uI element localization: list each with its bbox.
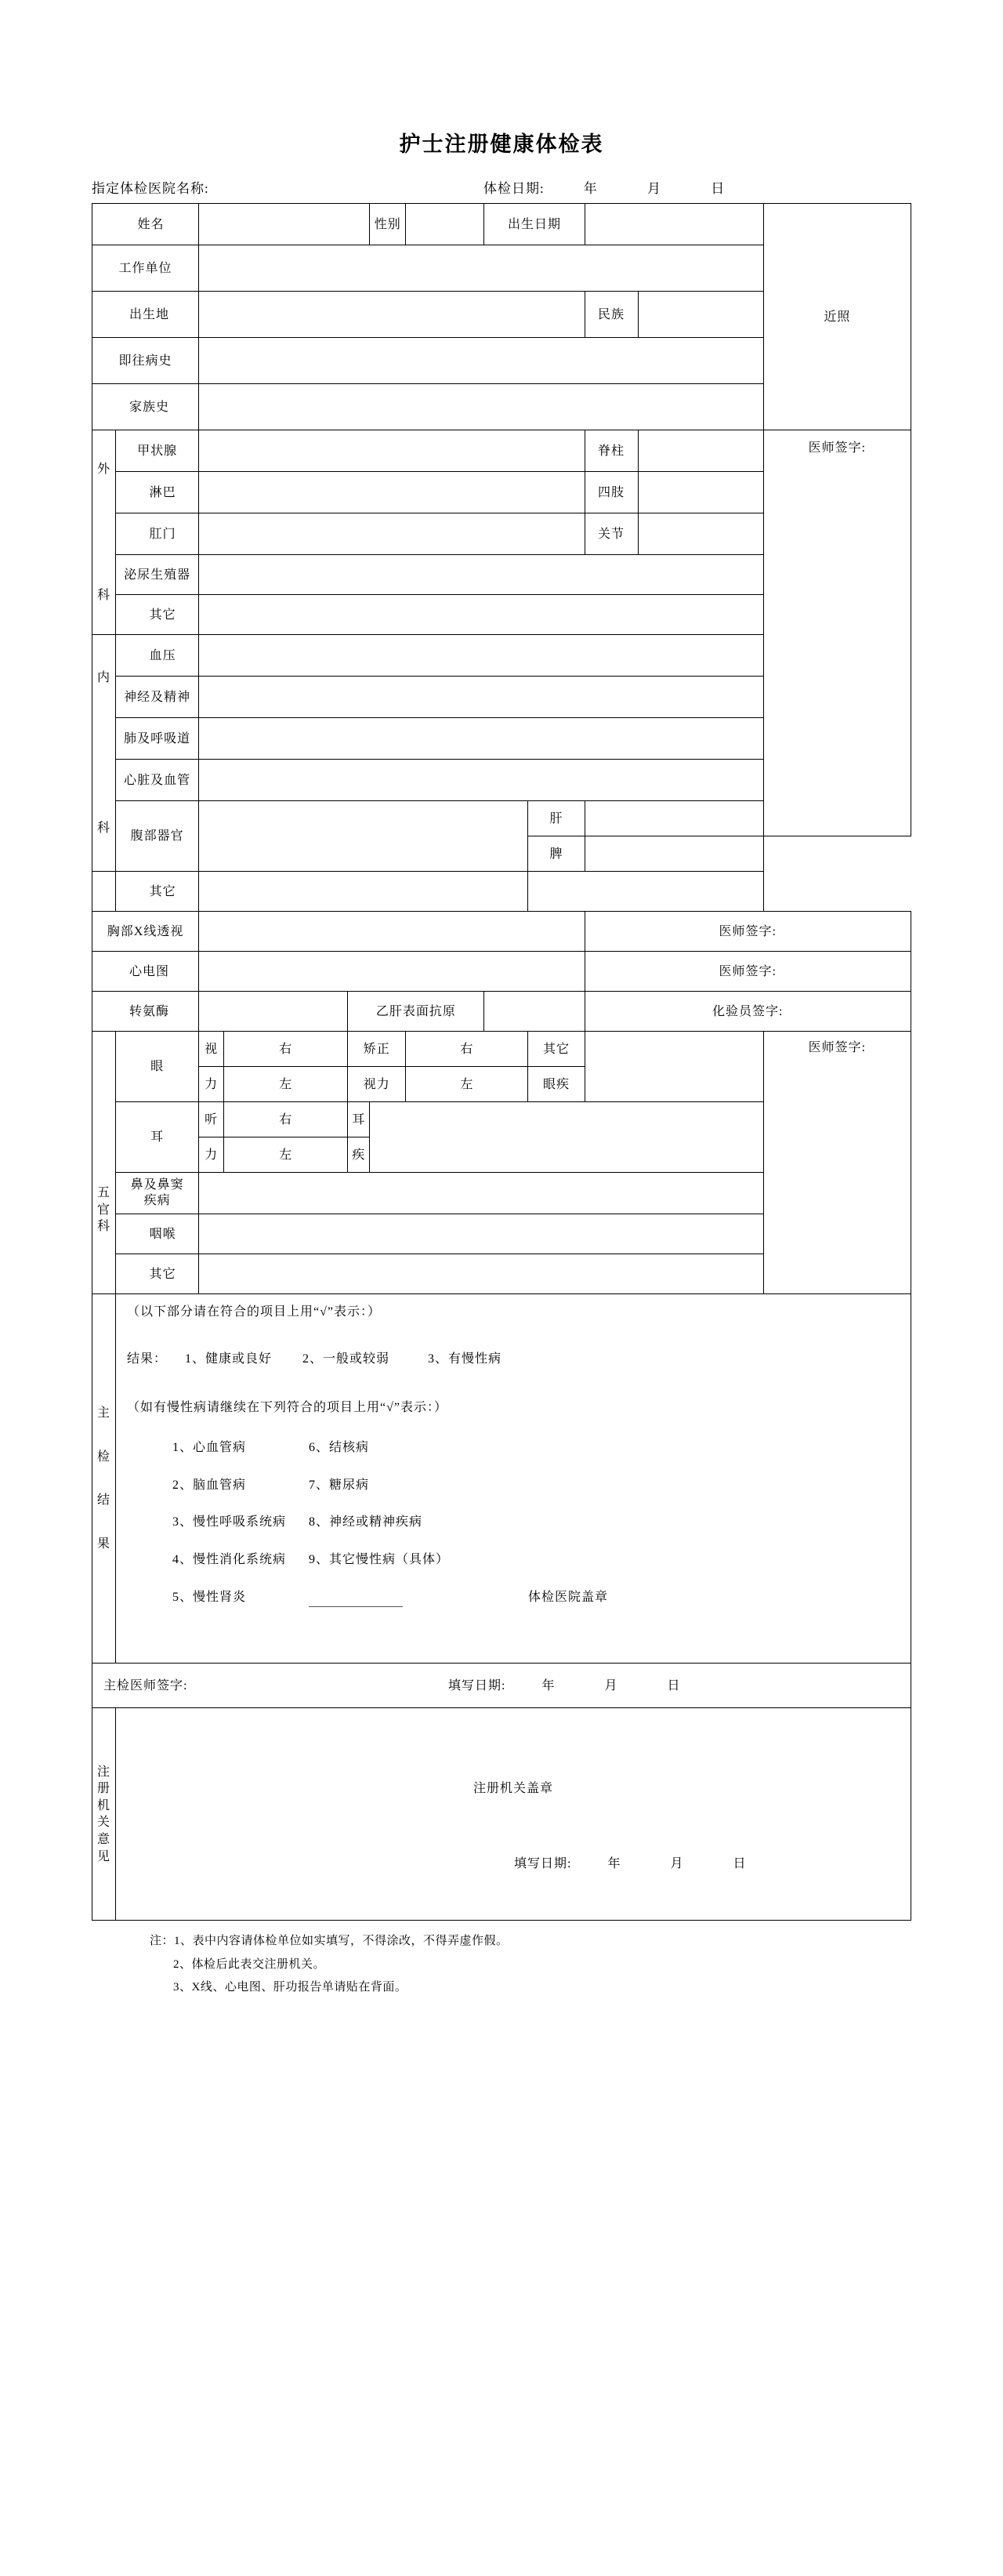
registration-side-char-1: 注	[97, 1765, 111, 1779]
footer-note-1: 注：1、表中内容请体检单位如实填写，不得涂改，不得弄虚作假。	[150, 1935, 509, 1948]
alt-value[interactable]	[199, 992, 348, 1032]
corrected-right-value[interactable]	[406, 1032, 528, 1067]
internal-dept-spacer	[92, 872, 116, 912]
urogenital-value[interactable]	[199, 555, 764, 595]
hearing-left-label: 左	[279, 1148, 293, 1162]
disease-item-1[interactable]: 1、心血管病	[172, 1441, 247, 1455]
birth-label: 出生日期	[484, 204, 585, 245]
footer-note-3: 3、X线、心电图、肝功报告单请贴在背面。	[173, 1980, 407, 1994]
blood-pressure-value[interactable]	[199, 635, 764, 677]
result-fill-date-ymd: 年 月 日	[541, 1678, 704, 1693]
disease-grid	[127, 1438, 911, 1607]
row-internal-other	[92, 872, 911, 912]
health-exam-table	[92, 203, 911, 1921]
result-key-label: 结果：	[127, 1351, 168, 1366]
hearing-right-label: 右	[279, 1112, 293, 1127]
throat-label: 咽喉	[116, 1214, 199, 1254]
internal-dept-char-1: 内	[97, 671, 111, 685]
hearing-label-bottom: 力	[199, 1137, 224, 1173]
registration-date-row	[116, 1798, 911, 1873]
ecg-label: 心电图	[92, 952, 199, 992]
result-signature-cell	[92, 1664, 911, 1708]
hbsag-value[interactable]	[484, 992, 585, 1032]
photo-cell	[763, 204, 911, 430]
result-side-label	[92, 1294, 116, 1664]
ethnicity-label: 民族	[585, 292, 638, 338]
exam-date-ymd: 年 月 日	[583, 181, 748, 197]
ent-signature-label: 医师签字:	[808, 1041, 867, 1055]
ent-signature-cell[interactable]	[763, 1032, 911, 1294]
disease-item-9[interactable]: 9、其它慢性病（具体）	[309, 1552, 450, 1566]
registration-fill-date-ymd: 年 月 日	[607, 1856, 769, 1870]
surgery-dept-label	[92, 430, 116, 635]
row-thyroid	[92, 430, 911, 472]
row-name	[92, 204, 911, 245]
family-history-value[interactable]	[199, 384, 764, 430]
registration-side-char-2: 册	[97, 1782, 111, 1796]
other-eye-label-bottom: 眼疾	[528, 1067, 585, 1102]
alt-label: 转氨酶	[92, 992, 199, 1032]
hbsag-label: 乙肝表面抗原	[348, 992, 484, 1032]
ent-dept-char-2: 官	[97, 1203, 111, 1217]
row-ecg	[92, 952, 911, 992]
limbs-value[interactable]	[638, 472, 763, 513]
throat-value[interactable]	[199, 1214, 764, 1254]
ecg-signature[interactable]: 医师签字:	[585, 952, 911, 992]
vision-left-value[interactable]	[224, 1067, 348, 1102]
neuro-label: 神经及精神	[116, 677, 199, 718]
ent-other-value[interactable]	[199, 1254, 764, 1294]
neuro-value[interactable]	[199, 677, 764, 718]
result-side-char-3: 结	[97, 1493, 111, 1508]
past-history-value[interactable]	[199, 338, 764, 384]
surgery-other-label: 其它	[116, 595, 199, 635]
disease-other-input[interactable]	[309, 1595, 403, 1607]
spleen-value[interactable]	[585, 836, 763, 872]
disease-item-6[interactable]: 6、结核病	[309, 1441, 370, 1455]
row-main-result	[92, 1294, 911, 1664]
hospital-name-label: 指定体检医院名称:	[92, 181, 209, 197]
registration-side-label	[92, 1708, 116, 1921]
surgery-other-value[interactable]	[199, 595, 764, 635]
surgery-dept-char-1: 外	[97, 462, 111, 476]
hearing-right-value[interactable]	[224, 1102, 348, 1137]
result-fill-date-label: 填写日期:	[448, 1678, 506, 1693]
vision-left-label: 左	[279, 1077, 293, 1091]
row-registration	[92, 1708, 911, 1921]
family-history-label: 家族史	[92, 384, 199, 430]
disease-item-3[interactable]: 3、慢性呼吸系统病	[172, 1515, 287, 1529]
hospital-seal-label: 体检医院盖章	[528, 1590, 609, 1604]
anus-value[interactable]	[199, 513, 585, 555]
ear-disease-label-bottom: 疾	[348, 1137, 370, 1173]
liver-label: 肝	[528, 801, 585, 836]
ent-other-label: 其它	[116, 1254, 199, 1294]
xray-value[interactable]	[199, 912, 585, 952]
eye-label: 眼	[116, 1032, 199, 1102]
result-option-1[interactable]: 1、健康或良好	[185, 1351, 273, 1366]
result-note-2: （如有慢性病请继续在下列符合的项目上用“√”表示：）	[127, 1400, 448, 1414]
corrected-label-bottom: 视力	[348, 1067, 406, 1102]
internal-other-label: 其它	[116, 872, 199, 912]
photo-label: 近照	[824, 310, 851, 324]
corrected-left-label: 左	[460, 1077, 474, 1091]
registration-body	[116, 1708, 911, 1872]
disease-row	[172, 1475, 911, 1496]
vision-right-value[interactable]	[224, 1032, 348, 1067]
anus-label: 肛门	[116, 513, 199, 555]
row-eye-right	[92, 1032, 911, 1067]
ear-disease-value[interactable]	[370, 1102, 763, 1173]
internal-other-value-2[interactable]	[528, 872, 763, 912]
row-alt-hbsag	[92, 992, 911, 1032]
surgery-signature-cell[interactable]	[763, 430, 911, 836]
vision-label-top: 视	[199, 1032, 224, 1067]
other-eye-label-top: 其它	[528, 1032, 585, 1067]
lab-signature[interactable]: 化验员签字:	[585, 992, 911, 1032]
work-unit-label: 工作单位	[92, 245, 199, 292]
lung-value[interactable]	[199, 718, 764, 760]
heart-value[interactable]	[199, 760, 764, 801]
abdomen-label: 腹部器官	[116, 801, 199, 872]
ent-dept-label	[92, 1032, 116, 1294]
result-body-cell	[116, 1294, 911, 1664]
surgery-dept-char-2: 科	[97, 589, 111, 603]
vision-label-bottom: 力	[199, 1067, 224, 1102]
surgery-signature-label: 医师签字:	[808, 441, 867, 455]
birthplace-label: 出生地	[92, 292, 199, 338]
gender-value[interactable]	[406, 204, 484, 245]
registration-side-char-3: 机	[97, 1798, 111, 1812]
result-signature-row	[92, 1678, 911, 1695]
liver-value[interactable]	[585, 801, 763, 836]
joints-label: 关节	[585, 513, 638, 555]
disease-item-7[interactable]: 7、糖尿病	[309, 1478, 370, 1492]
vision-right-label: 右	[279, 1042, 293, 1056]
corrected-label-top: 矫正	[348, 1032, 406, 1067]
nose-label-line-2: 疾病	[143, 1194, 171, 1208]
registration-side-char-5: 意	[97, 1832, 111, 1846]
registration-seal-label: 注册机关盖章	[473, 1782, 554, 1796]
disease-row	[172, 1550, 911, 1570]
disease-row	[172, 1512, 911, 1533]
nose-label	[116, 1173, 199, 1214]
result-side-char-2: 检	[97, 1449, 111, 1464]
spine-label: 脊柱	[585, 430, 638, 472]
hearing-left-value[interactable]	[224, 1137, 348, 1173]
disease-item-2[interactable]: 2、脑血管病	[172, 1478, 247, 1492]
hearing-label-top: 听	[199, 1102, 224, 1137]
work-unit-value[interactable]	[199, 245, 764, 292]
xray-label: 胸部X线透视	[92, 912, 199, 952]
name-value[interactable]	[199, 204, 370, 245]
spine-value[interactable]	[638, 430, 763, 472]
gender-label: 性别	[370, 204, 406, 245]
thyroid-label: 甲状腺	[116, 430, 199, 472]
ent-dept-char-3: 科	[97, 1220, 111, 1234]
limbs-label: 四肢	[585, 472, 638, 513]
lymph-value[interactable]	[199, 472, 585, 513]
past-history-label: 即往病史	[92, 338, 199, 384]
disease-item-5[interactable]: 5、慢性肾炎	[172, 1590, 247, 1604]
nose-label-line-1: 鼻及鼻窦	[130, 1178, 184, 1192]
ecg-value[interactable]	[199, 952, 585, 992]
result-note-1: （以下部分请在符合的项目上用“√”表示：）	[127, 1305, 382, 1319]
internal-other-value[interactable]	[199, 872, 528, 912]
result-option-3[interactable]: 3、有慢性病	[428, 1351, 502, 1366]
blood-pressure-label: 血压	[116, 635, 199, 677]
registration-side-char-4: 关	[97, 1816, 111, 1830]
registration-fill-date-label: 填写日期:	[514, 1856, 572, 1870]
internal-dept-label	[92, 635, 116, 872]
disease-item-4[interactable]: 4、慢性消化系统病	[172, 1552, 287, 1566]
row-result-signature	[92, 1664, 911, 1708]
internal-dept-char-2: 科	[97, 821, 111, 835]
disease-item-8[interactable]: 8、神经或精神疾病	[309, 1515, 423, 1529]
xray-signature[interactable]: 医师签字:	[585, 912, 911, 952]
name-label: 姓名	[92, 204, 199, 245]
corrected-right-label: 右	[460, 1042, 474, 1056]
other-eye-value[interactable]	[585, 1032, 763, 1102]
nose-value[interactable]	[199, 1173, 764, 1214]
joints-value[interactable]	[638, 513, 763, 555]
abdomen-value[interactable]	[199, 801, 528, 872]
heart-label: 心脏及血管	[116, 760, 199, 801]
lung-label: 肺及呼吸道	[116, 718, 199, 760]
exam-date-label: 体检日期:	[483, 181, 545, 197]
birth-value[interactable]	[585, 204, 763, 245]
chief-doctor-signature-label[interactable]: 主检医师签字:	[103, 1678, 188, 1693]
form-header	[92, 177, 911, 197]
urogenital-label: 泌尿生殖器	[116, 555, 199, 595]
thyroid-value[interactable]	[199, 430, 585, 472]
result-options-row	[127, 1349, 911, 1370]
result-side-char-4: 果	[97, 1537, 111, 1551]
ethnicity-value[interactable]	[638, 292, 763, 338]
disease-row-last	[172, 1587, 911, 1608]
page-title: 护士注册健康体检表	[399, 132, 604, 156]
row-xray	[92, 912, 911, 952]
ear-disease-label-top: 耳	[348, 1102, 370, 1137]
result-option-2[interactable]: 2、一般或较弱	[302, 1351, 390, 1366]
disease-row	[172, 1438, 911, 1458]
footer-notes	[92, 1930, 911, 1999]
registration-side-char-6: 见	[97, 1849, 111, 1863]
birthplace-value[interactable]	[199, 292, 585, 338]
ear-label: 耳	[116, 1102, 199, 1173]
spleen-label: 脾	[528, 836, 585, 872]
exam-date-group	[483, 177, 911, 197]
footer-note-2: 2、体检后此表交注册机关。	[173, 1957, 326, 1971]
lymph-label: 淋巴	[116, 472, 199, 513]
registration-body-cell[interactable]	[116, 1708, 911, 1921]
corrected-left-value[interactable]	[406, 1067, 528, 1102]
result-body	[116, 1294, 911, 1615]
ent-dept-char-1: 五	[97, 1186, 111, 1199]
result-side-char-1: 主	[97, 1406, 111, 1420]
